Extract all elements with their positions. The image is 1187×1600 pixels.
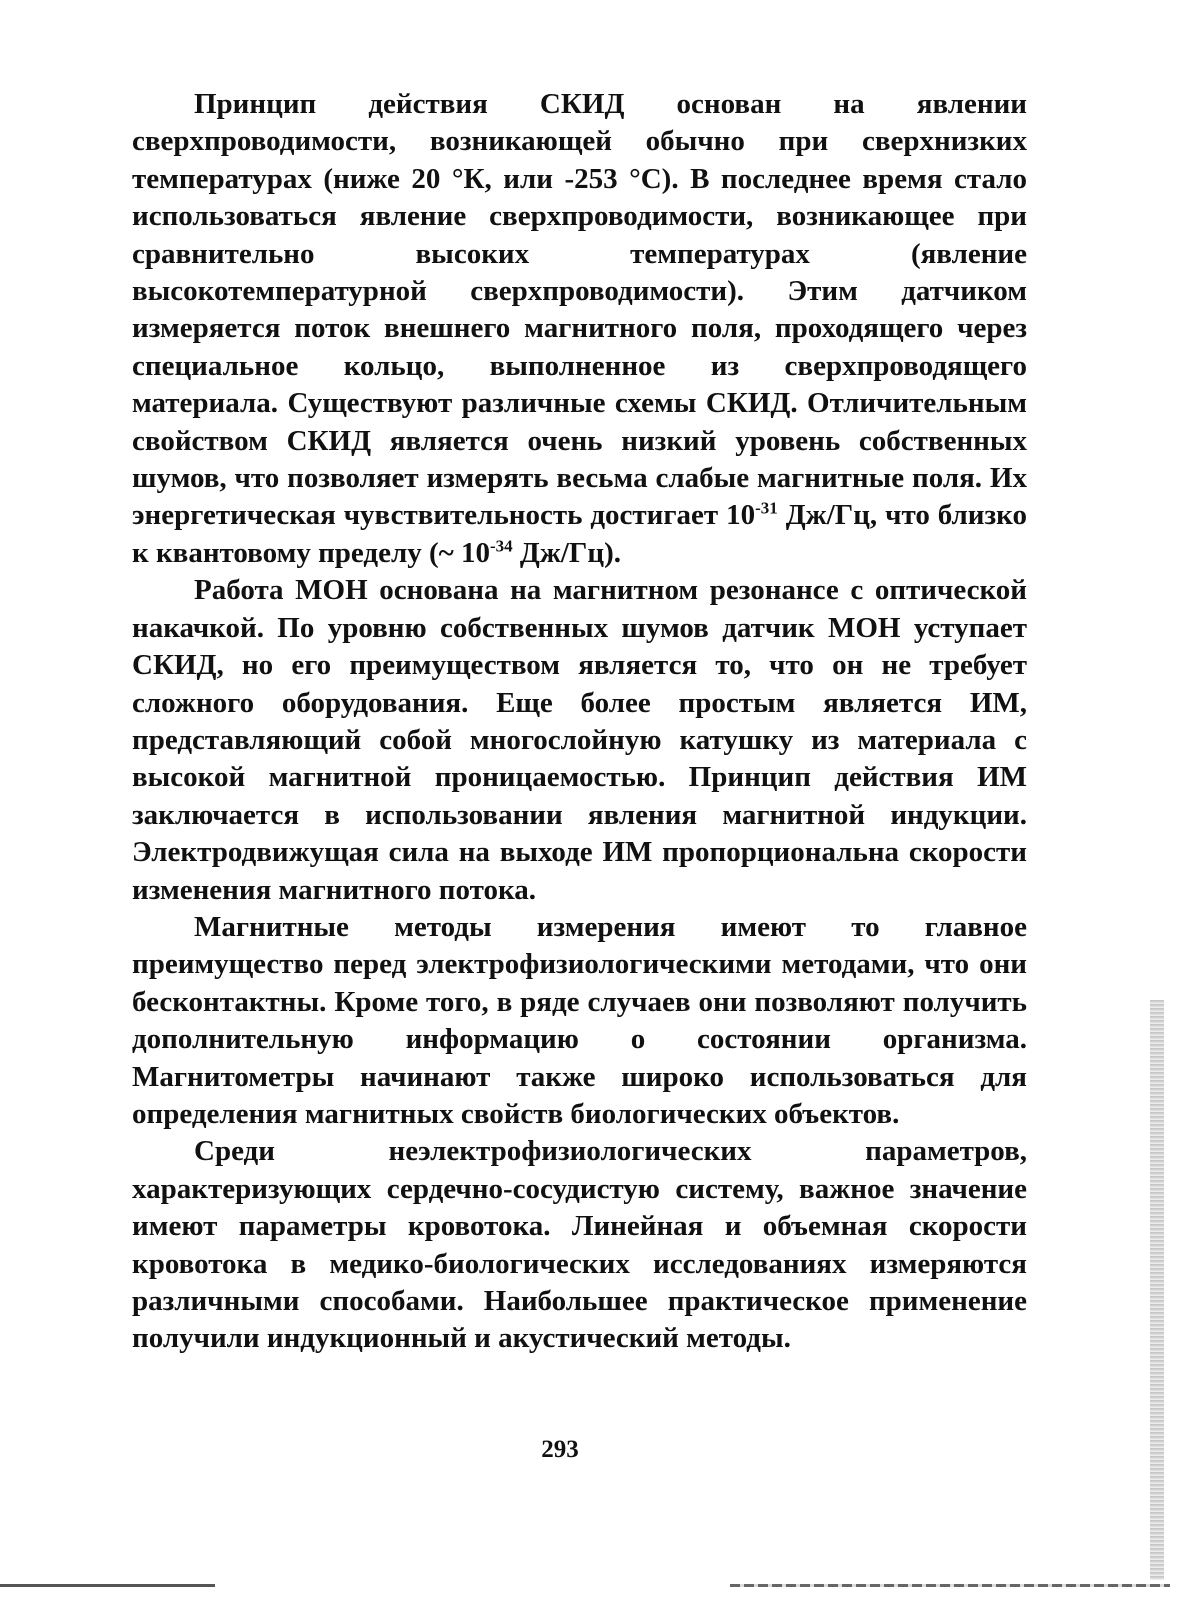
exponent-quantum-limit: -34: [489, 536, 513, 556]
paragraph-squid-text-c: Дж/Гц).: [512, 536, 621, 569]
scan-edge-line-left: [0, 1584, 215, 1587]
paragraph-squid-text-a: Принцип действия СКИД основан на явлении сверхпроводимости, возникающей обычно при сверхнизких температурах (ниже 20 °К, или -253 °С). В последнее время стало использоваться явление сверхпроводимости, возникающее при сравнительно высоких температурах (явление высокотемпературной сверхпроводимости). Этим датчиком измеряется поток внешнего магнитного поля, проходящего через специальное кольцо, выполненное из сверхпроводящего материала. Существуют различные схемы СКИД. Отличительным свойством СКИД является очень низкий уровень собственных шумов, что позволяет измерять весьма слабые магнитные поля. Их энергетическая чувствительность достигает 10: [132, 88, 1027, 532]
scan-edge-line-right: [730, 1584, 1170, 1587]
paragraph-mon: Работа МОН основана на магнитном резонансе с оптической накачкой. По уровню собственных шумов датчик МОН уступает СКИД, но его преимуществом является то, что он не требует сложного оборудования. Еще более простым является ИМ, представляющий собой многослойную катушку из материала с высокой магнитной проницаемостью. Принцип действия ИМ заключается в использовании явления магнитной индукции. Электродвижущая сила на выходе ИМ пропорциональна скорости изменения магнитного потока.: [132, 574, 1027, 906]
body-text: [132, 86, 1027, 1358]
paragraph-magnetic-methods: Магнитные методы измерения имеют то главное преимущество перед электрофизиологическими методами, что они бесконтактны. Кроме того, в ряде случаев они позволяют получить дополнительную информацию о состоянии организма. Магнитометры начинают также широко использоваться для определения магнитных свойств биологических объектов.: [132, 910, 1027, 1130]
paragraph-squid-text-b: Дж/Гц, что близко к квантовому пределу (~ 10: [132, 499, 1027, 569]
exponent-sensitivity: -31: [755, 498, 778, 518]
paragraph-blood-flow: Среди неэлектрофизиологических параметров, характеризующих сердечно-сосудистую систему, важное значение имеют параметры кровотока. Линейная и объемная скорости кровотока в медико-биологических исследованиях измеряются различными способами. Наибольшее практическое применение получили индукционный и акустический методы.: [132, 1135, 1027, 1355]
paragraph-squid: [132, 86, 1027, 572]
page-number: 293: [541, 1436, 579, 1463]
scan-edge-shadow: [1150, 1000, 1164, 1580]
